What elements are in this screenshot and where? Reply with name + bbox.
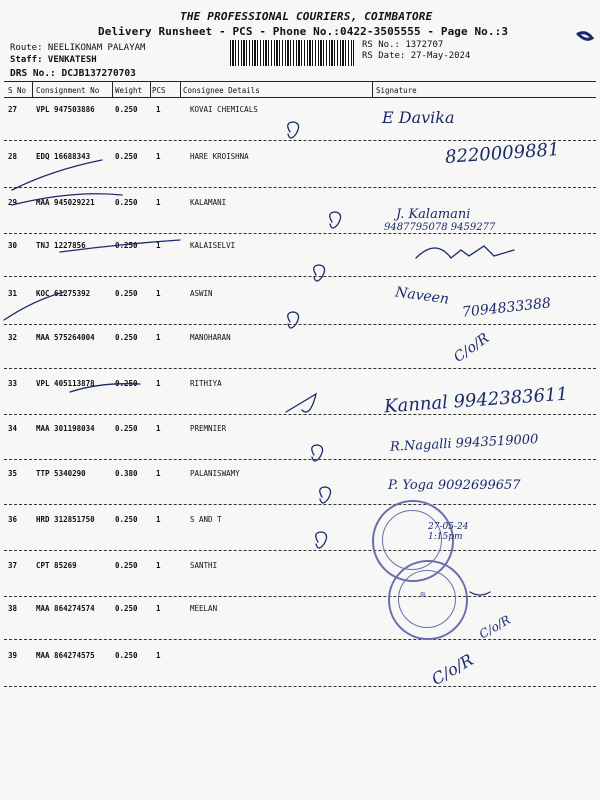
signature-33: Kannal 9942383611 [383,383,569,418]
cell-pcs: 1 [156,651,161,660]
cell-pcs: 1 [156,241,161,250]
signature-29-name: J. Kalamani [396,207,471,222]
cell-weight: 0.250 [115,561,138,570]
cell-consignee: KALAMANI [190,198,227,207]
cell-pcs: 1 [156,333,161,342]
signature-34: R.Nagalli 9943519000 [389,432,539,455]
cell-weight: 0.250 [115,604,138,613]
signature-27: E Davika [382,108,455,127]
cell-consignment: TNJ 1227856 [36,241,86,250]
cell-sno: 34 [8,424,18,433]
signature-32: C/o/R [450,330,493,366]
cell-consignee: KALAISELVI [190,241,236,250]
cell-weight: 0.250 [115,289,138,298]
cell-sno: 36 [8,515,18,524]
cell-pcs: 1 [156,198,161,207]
col-signature: Signature [376,86,417,95]
rs-number: RS No.: 1372707 [362,40,444,50]
cell-consignment: EDQ 16688343 [36,152,91,161]
cell-consignment: MAA 864274575 [36,651,95,660]
cell-consignment: HRD 312851750 [36,515,95,524]
cell-consignee: RITHIYA [190,379,222,388]
cell-consignment: KOC 61275392 [36,289,91,298]
cell-sno: 33 [8,379,18,388]
col-consignment: Consignment No [36,86,100,95]
cell-pcs: 1 [156,105,161,114]
signature-38: C/o/R [476,612,513,642]
cell-pcs: 1 [156,152,161,161]
tick-mark-34 [312,445,323,461]
cell-consignee: HARE KROISHNA [190,152,249,161]
rs-date: RS Date: 27-May-2024 [362,51,471,61]
signature-35: P. Yoga 9092699657 [388,478,521,493]
cell-sno: 39 [8,651,18,660]
cell-consignee: MANOHARAN [190,333,231,342]
cell-consignment: MAA 864274574 [36,604,95,613]
company-stamp-2: ⊕ [388,560,468,640]
signature-31-name: Naveen [394,284,450,308]
signature-28: 8220009881 [444,139,561,168]
col-sno: S No [8,86,27,95]
cell-sno: 38 [8,604,18,613]
tick-mark-29 [330,212,341,228]
col-pcs: PCS [152,86,166,95]
tick-mark-36 [316,532,327,548]
signature-39: C/o/R [428,650,477,689]
cell-consignee: MEELAN [190,604,218,613]
cell-sno: 29 [8,198,18,207]
cell-consignee: KOVAI CHEMICALS [190,105,258,114]
runsheet-title: Delivery Runsheet - PCS - Phone No.:0422-3505555 - Page No.:3 [98,25,509,38]
cell-weight: 0.380 [115,469,138,478]
cell-consignment: MAA 301198034 [36,424,95,433]
cell-consignment: TTP 5340290 [36,469,86,478]
cell-pcs: 1 [156,604,161,613]
tick-mark-35 [320,487,331,503]
drs-number: DRS No.: DCJB137270703 [10,68,136,79]
cell-pcs: 1 [156,561,161,570]
cell-consignment: MAA 575264004 [36,333,95,342]
cell-weight: 0.250 [115,515,138,524]
cell-consignee: SANTHI [190,561,218,570]
signature-30 [416,246,514,258]
signature-29-phone: 9487795078 9459277 [384,222,496,233]
col-consignee: Consignee Details [183,86,260,95]
cell-consignment: VPL 947503886 [36,105,95,114]
cell-consignee: ASWIN [190,289,213,298]
cell-weight: 0.250 [115,379,138,388]
cell-weight: 0.250 [115,198,138,207]
cell-weight: 0.250 [115,333,138,342]
cell-weight: 0.250 [115,152,138,161]
tick-mark-33 [286,394,316,412]
cell-weight: 0.250 [115,651,138,660]
cell-consignee: PREMNIER [190,424,227,433]
col-weight: Weight [115,86,143,95]
corner-mark [578,33,592,40]
cell-consignment: MAA 945029221 [36,198,95,207]
cell-sno: 37 [8,561,18,570]
stroke-30 [60,240,180,252]
signature-31-phone: 7094833388 [461,295,552,321]
route-label: Route: NEELIKONAM PALAYAM [10,43,146,53]
cell-consignee: PALANISWAMY [190,469,240,478]
cell-pcs: 1 [156,424,161,433]
stroke-33 [70,384,140,392]
cell-sno: 28 [8,152,18,161]
cell-weight: 0.250 [115,105,138,114]
cell-consignee: S AND T [190,515,222,524]
cell-pcs: 1 [156,469,161,478]
signature-36-date: 27-05-24 1:15pm [428,522,469,542]
cell-weight: 0.250 [115,241,138,250]
stroke-29 [12,194,122,205]
tick-mark-31 [288,312,299,328]
cell-sno: 31 [8,289,18,298]
cell-sno: 27 [8,105,18,114]
staff-label: Staff: VENKATESH [10,55,97,65]
cell-consignment: VPL 405113878 [36,379,95,388]
cell-pcs: 1 [156,379,161,388]
company-title: THE PROFESSIONAL COURIERS, COIMBATORE [180,10,433,23]
cell-sno: 30 [8,241,18,250]
tick-mark-27 [288,122,299,138]
cell-consignment: CPT 85269 [36,561,77,570]
cell-weight: 0.250 [115,424,138,433]
cell-pcs: 1 [156,289,161,298]
stroke-31 [4,292,64,320]
signature-37 [470,592,490,595]
cell-sno: 32 [8,333,18,342]
tick-mark-30 [314,265,325,281]
cell-sno: 35 [8,469,18,478]
cell-pcs: 1 [156,515,161,524]
stroke-28 [12,160,102,190]
